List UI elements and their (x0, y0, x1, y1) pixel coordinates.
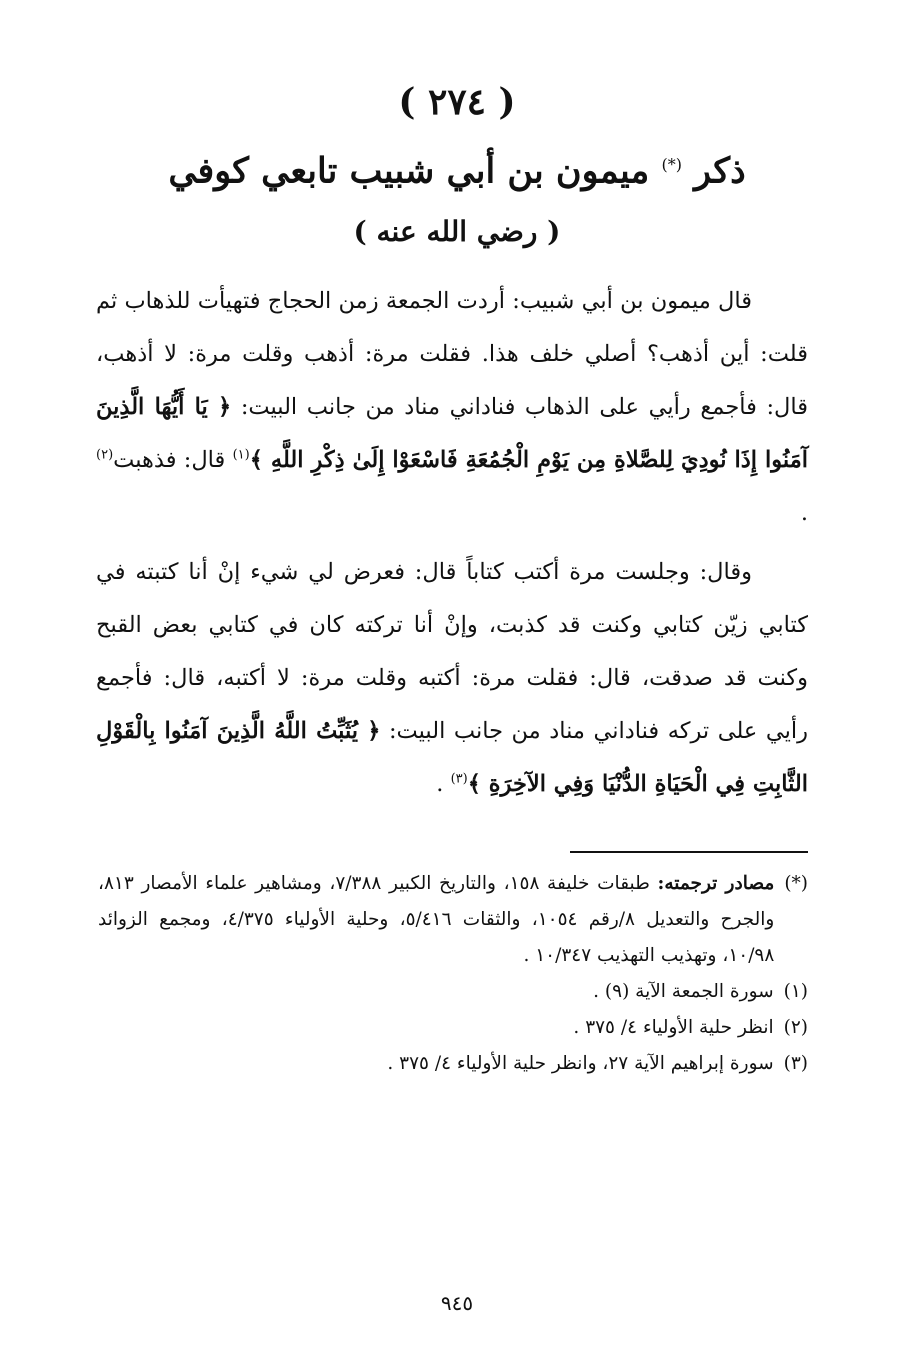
footnote-1 (98, 974, 808, 1010)
footnote-mark: (٢) (783, 1017, 808, 1038)
footnote-mark: (٣) (783, 1053, 808, 1074)
footnote-body: سورة إبراهيم الآية ٢٧، وانظر حلية الأولياء ٤/ ٣٧٥ . (387, 1053, 774, 1074)
footnote-lead: مصادر ترجمته: (657, 873, 775, 894)
footnote-text (98, 866, 774, 974)
quran-verse-1: ﴿ يَا أَيُّهَا الَّذِينَ آمَنُوا إِذَا نُودِيَ لِلصَّلاةِ مِن يَوْمِ الْجُمُعَةِ فَاسْعَوْا إِلَىٰ ذِكْرِ اللَّهِ ﴾ (96, 394, 808, 473)
footnote-mark: (١) (783, 981, 808, 1002)
entry-subtitle: ( رضي الله عنه ) (353, 215, 561, 248)
paragraph-2-text: وقال: وجلست مرة أكتب كتاباً قال: فعرض لي شيء إنْ أنا كتبته في كتابي زيّن كتابي وكنت قد كذبت، وإنْ أنا تركته كان في كتابي بعض القبح وكنت قد صدقت، قال: فقلت مرة: أكتبه وقلت مرة: لا أكتبه، قال: فأجمع رأيي على تركه فناداني مناد من جانب البيت: (96, 559, 808, 744)
title-name: ميمون بن أبي شبيب تابعي كوفي (168, 150, 650, 192)
footnote-ref-1: (١) (232, 447, 250, 463)
title-footnote-marker: (*) (661, 155, 682, 174)
footnote-ref-3: (٣) (450, 771, 468, 787)
paragraph-1 (96, 275, 808, 540)
title-prefix: ذكر (694, 150, 746, 192)
footnote-sources (98, 866, 808, 974)
footnote-2 (98, 1010, 808, 1046)
page-number: ٩٤٥ (440, 1291, 474, 1315)
entry-title (100, 140, 814, 197)
footnote-3 (98, 1046, 808, 1082)
footnote-ref-2: (٢) (96, 447, 114, 463)
paragraph-1-tail: قال: فذهبت (113, 447, 226, 473)
footnote-body: انظر حلية الأولياء ٤/ ٣٧٥ . (573, 1017, 774, 1038)
paragraph-1-end: . (800, 500, 808, 526)
paragraph-2 (96, 546, 808, 811)
entry-number: ( ٢٧٤ ) (398, 81, 516, 123)
footnote-body: طبقات خليفة ١٥٨، والتاريخ الكبير ٧/٣٨٨، ومشاهير علماء الأمصار ٨١٣، والجرح والتعديل ٨/رقم ١٠٥٤، والثقات ٥/٤١٦، وحلية الأولياء ٤/٣٧٥، ومجمع الزوائد ١٠/٩٨، وتهذيب التهذيب ١٠/٣٤٧ . (98, 873, 775, 966)
footnote-body: سورة الجمعة الآية (٩) . (593, 981, 774, 1002)
quran-verse-2: ﴿ يُثَبِّتُ اللَّهُ الَّذِينَ آمَنُوا بِالْقَوْلِ الثَّابِتِ فِي الْحَيَاةِ الدُّنْيَا وَفِي الآخِرَةِ ﴾ (96, 718, 808, 797)
paragraph-1-text: قال ميمون بن أبي شبيب: أردت الجمعة زمن الحجاج فتهيأت للذهاب ثم قلت: أين أذهب؟ أصلي خلف هذا. فقلت مرة: أذهب وقلت مرة: لا أذهب، قال: فأجمع رأيي على الذهاب فناداني مناد من جانب البيت: (96, 288, 808, 420)
footnote-mark: (*) (784, 873, 808, 894)
footnotes (98, 866, 808, 1082)
paragraph-2-end: . (436, 771, 451, 797)
footnote-divider (570, 851, 808, 853)
